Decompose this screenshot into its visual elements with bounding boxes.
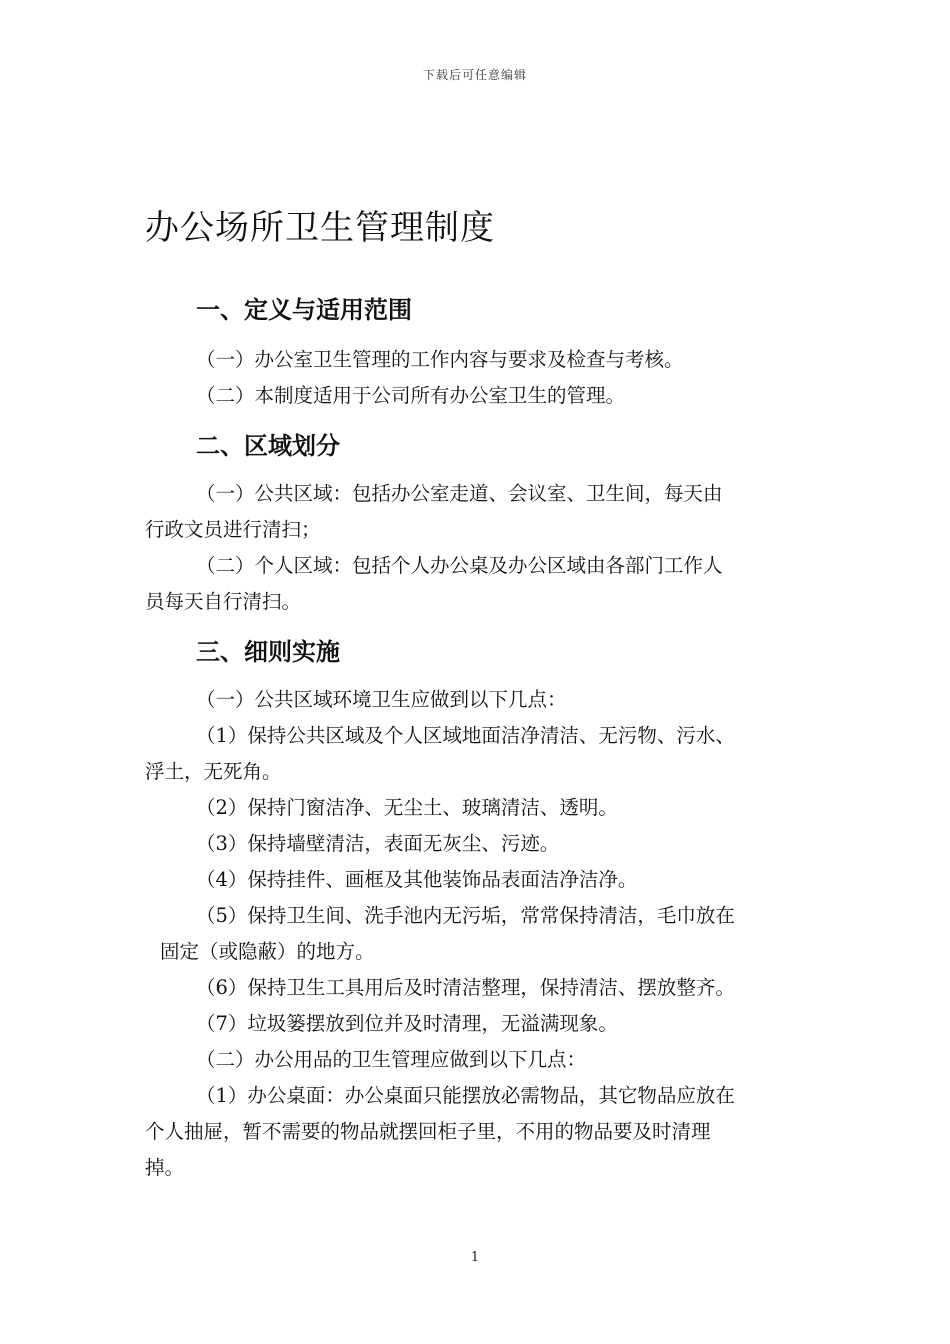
paragraph-3-2-line-2: 浮土，无死角。 bbox=[145, 760, 282, 783]
paragraph-3-8: （7）垃圾篓摆放到位并及时清理，无溢满现象。 bbox=[196, 1012, 618, 1035]
paragraph-3-6-line-2: 固定（或隐蔽）的地方。 bbox=[160, 940, 375, 963]
section-heading-3: 三、细则实施 bbox=[196, 638, 340, 666]
paragraph-1-2: （二）本制度适用于公司所有办公室卫生的管理。 bbox=[196, 384, 626, 407]
section-heading-1: 一、定义与适用范围 bbox=[196, 296, 412, 324]
paragraph-3-2-line-1: （1）保持公共区域及个人区域地面洁净清洁、无污物、污水、 bbox=[196, 724, 735, 747]
document-title: 办公场所卫生管理制度 bbox=[145, 208, 495, 248]
paragraph-1-1: （一）办公室卫生管理的工作内容与要求及检查与考核。 bbox=[196, 348, 684, 371]
document-body bbox=[145, 290, 810, 1186]
paragraph-2-1-line-2: 行政文员进行清扫； bbox=[145, 518, 321, 541]
paragraph-3-4: （3）保持墙壁清洁，表面无灰尘、污迹。 bbox=[196, 832, 560, 855]
section-heading-2: 二、区域划分 bbox=[196, 432, 340, 460]
paragraph-3-1: （一）公共区域环境卫生应做到以下几点： bbox=[196, 688, 567, 711]
paragraph-3-10-line-2: 个人抽屉，暂不需要的物品就摆回柜子里，不用的物品要及时清理 bbox=[145, 1120, 711, 1143]
paragraph-2-2-line-1: （二）个人区域：包括个人办公桌及办公区域由各部门工作人 bbox=[196, 554, 723, 577]
paragraph-3-9: （二）办公用品的卫生管理应做到以下几点： bbox=[196, 1048, 587, 1071]
paragraph-2-2-line-2: 员每天自行清扫。 bbox=[145, 590, 302, 613]
paragraph-3-3: （2）保持门窗洁净、无尘土、玻璃清洁、透明。 bbox=[196, 796, 618, 819]
paragraph-3-5: （4）保持挂件、画框及其他装饰品表面洁净洁净。 bbox=[196, 868, 638, 891]
page-number: 1 bbox=[470, 1250, 480, 1265]
paragraph-3-7: （6）保持卫生工具用后及时清洁整理，保持清洁、摆放整齐。 bbox=[196, 976, 735, 999]
paragraph-2-1-line-1: （一）公共区域：包括办公室走道、会议室、卫生间，每天由 bbox=[196, 482, 723, 505]
paragraph-3-10-line-1: （1）办公桌面：办公桌面只能摆放必需物品，其它物品应放在 bbox=[196, 1084, 735, 1107]
header-note: 下载后可任意编辑 bbox=[422, 68, 527, 82]
paragraph-3-10-line-3: 掉。 bbox=[145, 1156, 185, 1179]
paragraph-3-6-line-1: （5）保持卫生间、洗手池内无污垢，常常保持清洁，毛巾放在 bbox=[196, 904, 735, 927]
